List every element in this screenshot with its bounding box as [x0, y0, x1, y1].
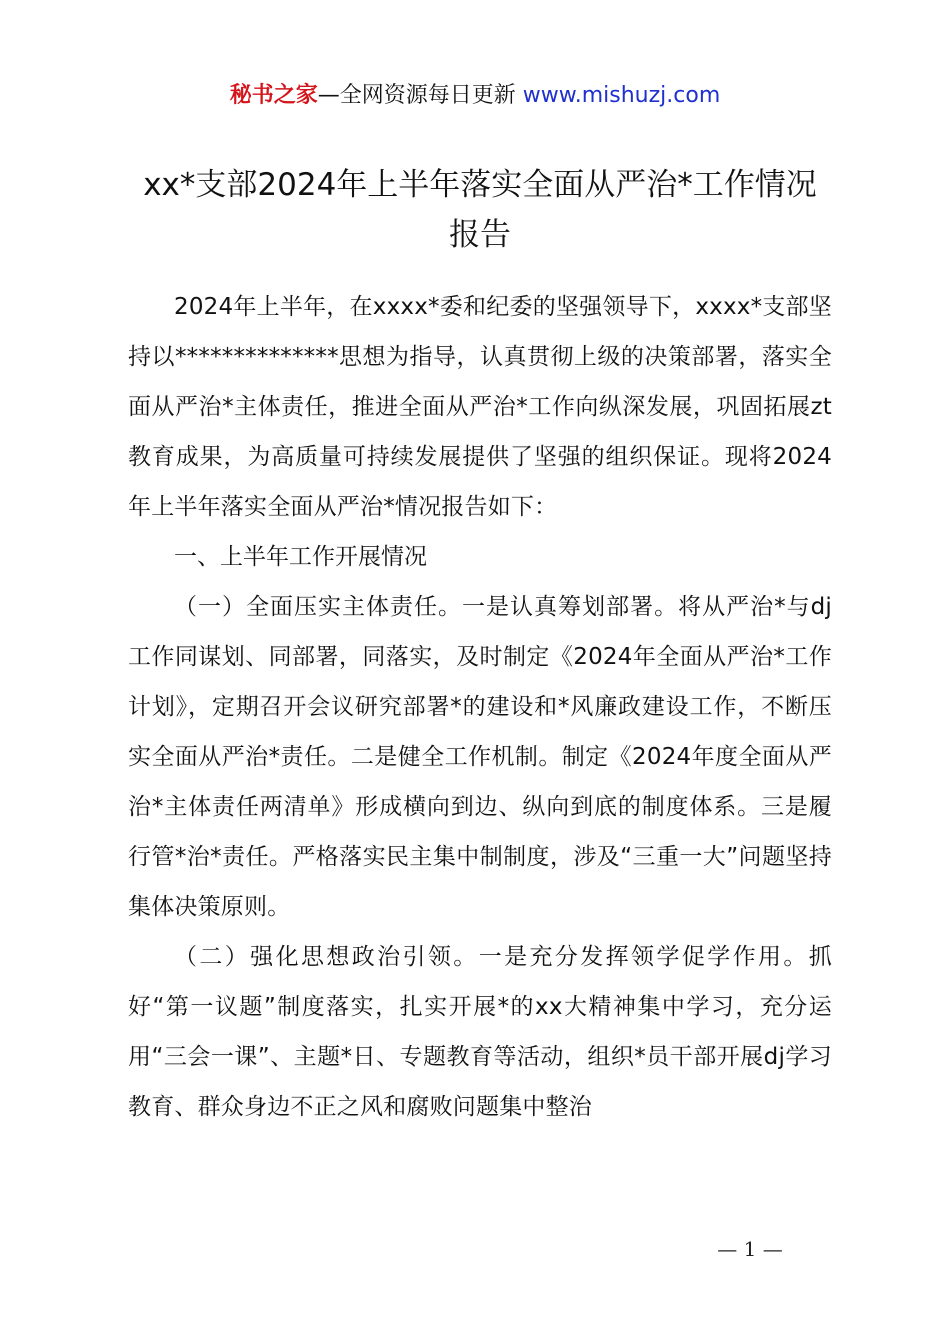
intro-paragraph: 2024年上半年，在xxxx*委和纪委的坚强领导下，xxxx*支部坚持以**************思想为指导，认真贯彻上级的决策部署，落实全面从严治*主体责任，推进全面从严治*工作向纵深发展，巩固拓展zt教育成果，为高质量可持续发展提供了坚强的组织保证。现将2024年上半年落实全面从严治*情况报告如下： — [128, 294, 832, 520]
document-body — [128, 282, 832, 1132]
paragraph-ideology: （二）强化思想政治引领。一是充分发挥领学促学作用。抓好“第一议题”制度落实，扎实开展*的xx大精神集中学习，充分运用“三会一课”、主题*日、专题教育等活动，组织*员干部开展dj学习教育、群众身边不正之风和腐败问题集中整治 — [128, 944, 832, 1120]
site-url-link[interactable]: www.mishuzj.com — [522, 83, 721, 108]
paragraph-responsibility: （一）全面压实主体责任。一是认真筹划部署。将从严治*与dj工作同谋划、同部署，同落实，及时制定《2024年全面从严治*工作计划》，定期召开会议研究部署*的建设和*风廉政建设工作，不断压实全面从严治*责任。二是健全工作机制。制定《2024年度全面从严治*主体责任两清单》形成横向到边、纵向到底的制度体系。三是履行管*治*责任。严格落实民主集中制制度，涉及“三重一大”问题坚持集体决策原则。 — [128, 594, 832, 920]
page-number: — 1 — — [717, 1237, 783, 1261]
site-header — [0, 80, 950, 112]
site-slogan: —全网资源每日更新 — [317, 83, 523, 108]
site-brand: 秘书之家 — [229, 83, 318, 108]
section-heading: 一、上半年工作开展情况 — [174, 544, 427, 570]
document-title: xx*支部2024年上半年落实全面从严治*工作情况报告 — [143, 167, 817, 253]
